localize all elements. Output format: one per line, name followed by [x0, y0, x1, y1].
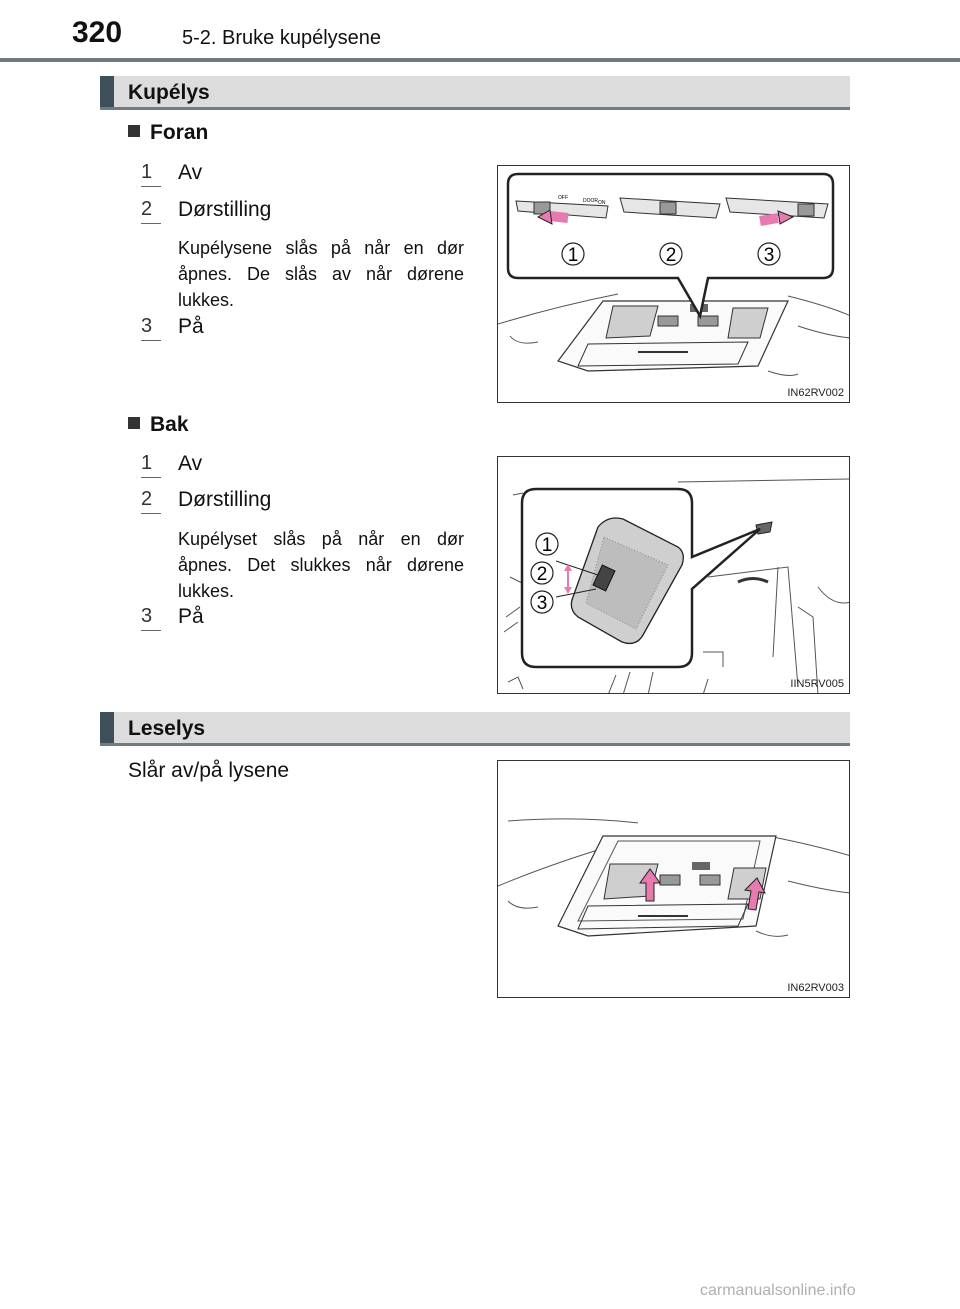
figure-code: IIN5RV005: [790, 678, 844, 690]
callout-1: 1: [567, 245, 579, 266]
subheading-rear: Bak: [128, 413, 189, 437]
section-bar-reading-light: [100, 712, 850, 746]
item-label: Av: [178, 161, 203, 184]
reading-light-text: Slår av/på lysene: [128, 759, 290, 782]
item-number: 2: [141, 198, 153, 220]
figure-reading-light: [497, 760, 850, 998]
item-label: På: [178, 605, 204, 628]
front-item-2-description: Kupélysene slås på når en dør åpnes. De slås av når dørene lukkes.: [178, 238, 464, 311]
callout-3: 3: [536, 593, 548, 614]
svg-text:OFF: OFF: [558, 195, 568, 201]
section-title: Leselys: [128, 717, 206, 740]
item-number: 1: [141, 452, 153, 474]
svg-text:DOOR: DOOR: [583, 198, 598, 204]
item-number: 3: [141, 605, 153, 627]
callout-1: 1: [541, 535, 553, 556]
subheading-front: Foran: [128, 121, 208, 145]
figure-code: IN62RV002: [787, 387, 844, 399]
rear-item-2-description: Kupélyset slås på når en dør åpnes. Det slukkes når dørene lukkes.: [178, 529, 464, 602]
front-light-illustration: [498, 166, 850, 403]
watermark: carmanualsonline.info: [700, 1282, 856, 1299]
square-bullet-icon: [128, 125, 140, 137]
section-marker: [100, 76, 114, 107]
item-label: Av: [178, 452, 203, 475]
rear-light-illustration: [498, 457, 850, 694]
section-marker: [100, 712, 114, 743]
page-number: 320: [72, 16, 123, 49]
chapter-title: 5-2. Bruke kupélysene: [182, 27, 382, 49]
figure-rear-interior-light: [497, 456, 850, 694]
item-label: Dørstilling: [178, 198, 272, 221]
callout-3: 3: [763, 245, 775, 266]
figure-front-interior-light: [497, 165, 850, 403]
svg-text:ON: ON: [598, 200, 606, 206]
callout-2: 2: [536, 564, 548, 585]
square-bullet-icon: [128, 417, 140, 429]
item-number: 2: [141, 488, 153, 510]
section-title: Kupélys: [128, 81, 210, 104]
item-number: 3: [141, 315, 153, 337]
section-bar-interior-light: [100, 76, 850, 110]
figure-code: IN62RV003: [787, 982, 844, 994]
item-label: På: [178, 315, 204, 338]
item-label: Dørstilling: [178, 488, 272, 511]
reading-light-illustration: [498, 761, 850, 998]
item-number: 1: [141, 161, 153, 183]
callout-2: 2: [665, 245, 677, 266]
header-rule: [0, 58, 960, 62]
